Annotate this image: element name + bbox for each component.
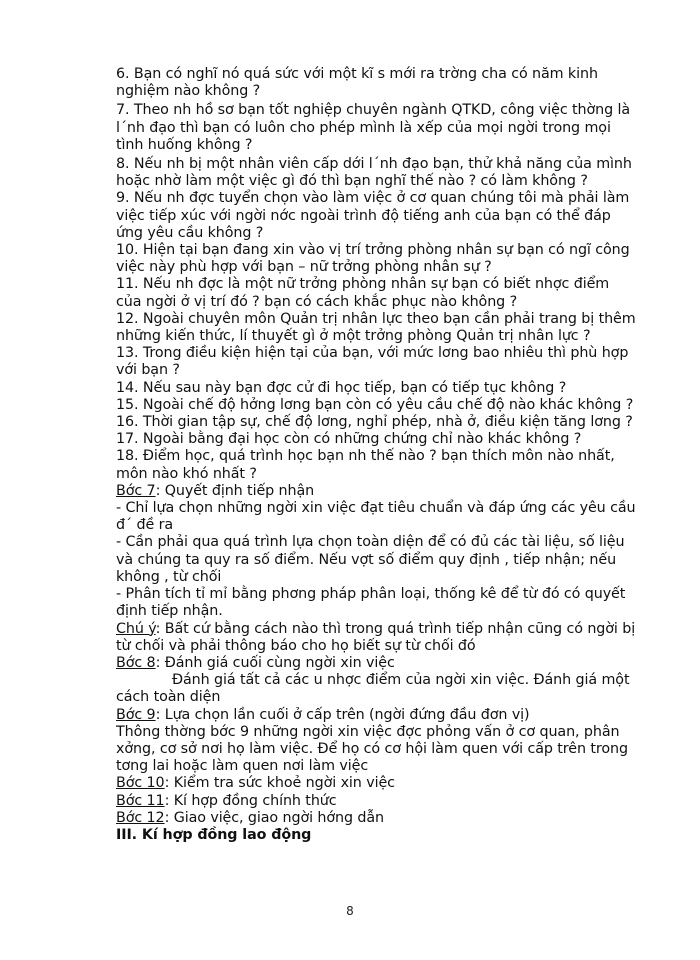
step-7-bullet-2: - Cần phải qua quá trình lựa chọn toàn diện để có đủ các tài liệu, số liệu và chúng ta quy ra số điểm. Nếu vợt số điểm quy định , tiếp nhận; nếu không , từ chối <box>116 534 625 585</box>
step-7-title: : Quyết định tiếp nhận <box>155 482 315 499</box>
question-8: 8. Nếu nh bị một nhân viên cấp dới l´nh đạo bạn, thử khả năng của mình hoặc nhờ làm một việc gì đó thì bạn nghĩ thế nào ? có làm không ? <box>116 156 632 190</box>
question-16: 16. Thời gian tập sự, chế độ lơng, nghỉ phép, nhà ở, điều kiện tăng lơng ? <box>116 414 633 431</box>
section-heading: III. Kí hợp đồng lao động <box>116 826 312 843</box>
step-7-bullet-1: - Chỉ lựa chọn những ngời xin việc đạt tiêu chuẩn và đáp ứng các yêu cầu đ´ đề ra <box>116 500 636 534</box>
question-7: 7. Theo nh hồ sơ bạn tốt nghiệp chuyên ngành QTKD, công việc thờng là l´nh đạo thì bạn có luôn cho phép mình là xếp của mọi ngời trong mọi tình huống không ? <box>116 102 631 153</box>
question-6: 6. Bạn có nghĩ nó quá sức với một kĩ s mới ra trờng cha có năm kinh nghiệm nào không ? <box>116 66 598 100</box>
question-17: 17. Ngoài bằng đại học còn có những chứng chỉ nào khác không ? <box>116 431 582 448</box>
page-number: 8 <box>346 904 354 918</box>
step-7-heading <box>116 483 636 500</box>
document-page <box>116 66 636 844</box>
step-11-label: Bớc 11 <box>116 792 165 809</box>
question-10: 10. Hiện tại bạn đang xin vào vị trí trởng phòng nhân sự bạn có ngĩ công việc này phù hợp với bạn – nữ trởng phòng nhân sự ? <box>116 242 630 276</box>
step-9-detail: Thông thờng bớc 9 những ngời xin việc đợc phỏng vấn ở cơ quan, phân xởng, cơ sở nơi họ làm việc. Để họ có cơ hội làm quen với cấp trên trong tơng lai hoặc làm quen nơi làm việc <box>116 723 628 775</box>
step-12-heading <box>116 810 636 827</box>
question-9: 9. Nếu nh đợc tuyển chọn vào làm việc ở cơ quan chúng tôi mà phải làm việc tiếp xúc với ngời nớc ngoài trình độ tiếng anh của bạn có thể đáp ứng yêu cầu không ? <box>116 190 630 241</box>
step-11-heading <box>116 793 636 810</box>
question-12: 12. Ngoài chuyên môn Quản trị nhân lực theo bạn cần phải trang bị thêm những kiến thức, lí thuyết gì ở một trởng phòng Quản trị nhân lực ? <box>116 310 636 345</box>
step-9-heading <box>116 707 636 724</box>
step-7-bullet-3: - Phân tích tỉ mỉ bằng phơng pháp phân loại, thống kê để từ đó có quyết định tiếp nhận. <box>116 586 626 620</box>
question-15: 15. Ngoài chế độ hởng lơng bạn còn có yêu cầu chế độ nào khác không ? <box>116 396 634 413</box>
step-10-label: Bớc 10 <box>116 775 165 792</box>
step-10-heading <box>116 775 636 792</box>
step-9-label: Bớc 9 <box>116 706 156 723</box>
question-18: 18. Điểm học, quá trình học bạn nh thế nào ? bạn thích môn nào nhất, môn nào khó nhất ? <box>116 448 615 482</box>
step-11-title: : Kí hợp đồng chính thức <box>164 792 337 809</box>
question-11: 11. Nếu nh đợc là một nữ trởng phòng nhân sự bạn có biết nhợc điểm của ngời ở vị trí đó ? bạn có cách khắc phục nào không ? <box>116 276 610 310</box>
step-8-label: Bớc 8 <box>116 654 156 671</box>
question-14: 14. Nếu sau này bạn đợc cử đi học tiếp, bạn có tiếp tục không ? <box>116 379 567 396</box>
step-8-title: : Đánh giá cuối cùng ngời xin việc <box>155 654 395 671</box>
step-9-title: : Lựa chọn lần cuối ở cấp trên (ngời đứng đầu đơn vị) <box>155 706 530 723</box>
step-12-label: Bớc 12 <box>116 809 165 826</box>
step-10-title: : Kiểm tra sức khoẻ ngời xin việc <box>164 775 395 792</box>
interview-questions <box>116 66 636 483</box>
note-text: : Bất cứ bằng cách nào thì trong quá trình tiếp nhận cũng có ngời bị từ chối và phải thông báo cho họ biết sự từ chối đó <box>116 620 636 654</box>
step-8-heading <box>116 655 636 672</box>
step-8-detail-text: Đánh giá tất cả các u nhợc điểm của ngời xin việc. Đánh giá một cách toàn diện <box>116 672 630 706</box>
step-7-label: Bớc 7 <box>116 482 156 499</box>
step-8-indent <box>116 672 172 688</box>
question-13: 13. Trong điều kiện hiện tại của bạn, với mức lơng bao nhiêu thì phù hợp với bạn ? <box>116 345 629 379</box>
note-paragraph <box>116 621 636 655</box>
step-8-detail <box>116 672 636 706</box>
step-12-title: : Giao việc, giao ngời hớng dẫn <box>164 809 384 826</box>
note-label: Chú ý <box>116 620 156 637</box>
